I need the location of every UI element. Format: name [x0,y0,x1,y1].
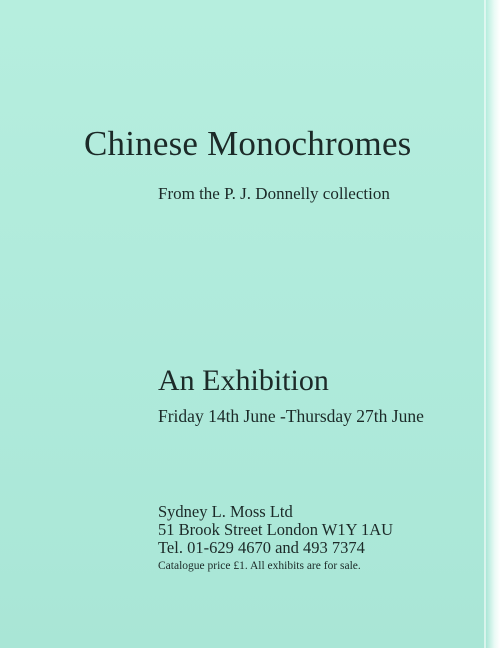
exhibition-dates: Friday 14th June -Thursday 27th June [158,406,424,426]
publisher-address: 51 Brook Street London W1Y 1AU [158,520,394,539]
catalogue-price-note: Catalogue price £1. All exhibits are for sale. [158,560,361,572]
exhibition-heading: An Exhibition [158,364,329,397]
publisher-phone: Tel. 01-629 4670 and 493 7374 [158,538,365,557]
publisher-name: Sydney L. Moss Ltd [158,502,293,521]
cover-title: Chinese Monochromes [84,124,412,163]
paper-edge [486,0,500,648]
cover-subtitle: From the P. J. Donnelly collection [158,184,390,203]
